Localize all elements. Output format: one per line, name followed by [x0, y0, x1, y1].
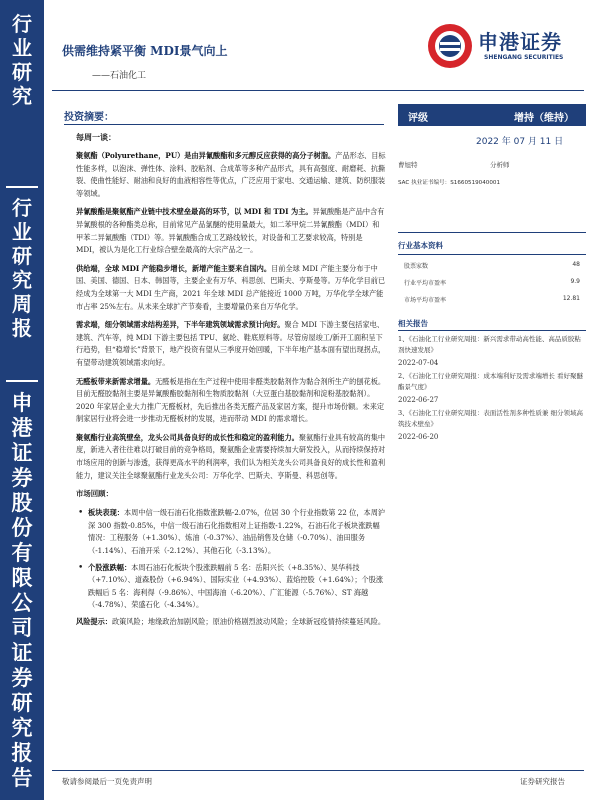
band-char: 业 — [12, 220, 32, 244]
band-industry-research — [0, 14, 44, 110]
table-row — [398, 292, 586, 309]
band-divider — [6, 380, 38, 382]
row-value: 9.9 — [570, 278, 580, 285]
related-report-text: 3、《石油化工行业研究周报：表面活性剂多种性质兼 细分领域高筑技术壁垒》 — [398, 409, 583, 429]
summary-paragraph — [76, 319, 386, 369]
row-key: 股票家数 — [404, 263, 429, 270]
disclaimer-note: 敬请参阅最后一页免责声明 — [62, 777, 152, 786]
band-char: 业 — [12, 36, 32, 60]
bullet-lead: 板块表现： — [88, 508, 124, 518]
risk-body: 政策风险；地缘政治加剧风险；原油价格剧烈波动风险；全球新冠疫情持续蔓延风险。 — [111, 616, 386, 626]
footer-divider — [52, 770, 584, 771]
rating-bar — [398, 104, 586, 126]
paragraph-body: 产品形态、目标性能多样，以泡沫、弹性体、涂料、胶粘剂、合成革等多种产品形式，具有高强度、耐磨耗、抗撕裂、使曲性能好、耐油和良好的血液相容性等优点，广泛应用于家电、交通运输、建筑、防织服装等领域。 — [76, 151, 386, 198]
band-char: 研 — [12, 244, 32, 268]
bullet-body: 本周中信一级石油石化指数涨跌幅-2.07%，位居 30 个行业指数第 22 位，本周沪深 300 指数-0.85%，中信一级石油石化指数相对上证指数-1.22%，石油石化子板块涨跌幅情况：工程服务（+1.30%）、炼油（-0.37%）、油品销售及仓储（-0.70%）、油田服务（-1.14%）、石油开采（-2.12%）、其他石化（-3.13%）。 — [88, 508, 386, 555]
paragraph-body: 聚氨酯行业具有较高的集中度，新进入者往往难以打破目前的竞争格局，聚氨酯企业需要持续加大研发投入，从而持续保持对市场应用的创新与渗透，获得更高水平的利润率，我们认为相关龙头公司具备良好的成长性和盈利能力，建议关注全球聚氨酯行业龙头公司：万华化学、巴斯夫、亨斯曼、科思创等。 — [76, 432, 386, 480]
related-report-link[interactable] — [398, 334, 586, 369]
analyst-role: 分析师 — [490, 161, 510, 169]
row-value: 48 — [572, 261, 580, 268]
related-reports-title: 相关报告 — [398, 319, 428, 328]
paragraph-lead: 异氰酸酯是聚氨酯产业链中技术壁垒最高的环节，以 MDI 和 TDI 为主。 — [76, 207, 313, 217]
related-report-text: 1、《石油化工行业研究周报：新兴需求带动高性能、高品质胶粘剂快速发展》 — [398, 335, 581, 355]
paragraph-body: 目前全球 MDI 产能主要分布于中国、美国、德国、日本、韩国等，主要企业有万华、科思创、巴斯夫、亨斯曼等。万华化学目前已经成为全球第一大 MDI 生产商，2021 年全球 MDI 总产能接近 1000 万吨，万华化学全球产能市占率 25%左右。从未来全球扩产节奏看，主要增量仍来自万华化学。 — [76, 263, 386, 311]
band-company-name — [0, 392, 44, 792]
sac-certificate: SAC 执业证书编号：S1660519040001 — [398, 180, 501, 186]
related-report-date: 2022-07-04 — [398, 358, 439, 367]
band-char: 申 — [11, 390, 33, 415]
summary-heading: 投资摘要： — [64, 112, 114, 123]
paragraph-lead: 聚氨酯（Polyurethane，PU）是由异氰酸酯和多元醇反应获得的高分子树脂。 — [76, 151, 336, 160]
report-date: 2022 年 07 月 11 日 — [476, 137, 564, 147]
band-char: 限 — [11, 565, 33, 590]
band-char: 究 — [11, 715, 33, 740]
summary-paragraph — [76, 206, 386, 256]
market-review-title: 市场回顾： — [76, 489, 113, 499]
band-char: 报 — [11, 740, 33, 765]
related-report-text: 2、《石油化工行业研究周报：成本端利好及需求端增长 看好聚醚酯景气度》 — [398, 372, 583, 392]
row-value: 12.81 — [562, 295, 580, 302]
bullet-body: 本周石油石化板块个股涨跌幅前 5 名：岳阳兴长（+8.35%）、昊华科技（+7.10%）、道森股份（+6.94%）、国际实业（+4.93%）、蓝焰控股（+1.64%）；个股涨跌幅后 5 名：海利得（-9.86%）、中国海油（-6.20%）、广汇能源（-5.76%）、ST 海越（-4.78%）、荣盛石化（-4.34%）。 — [88, 562, 384, 610]
band-char: 研 — [11, 690, 33, 715]
band-char: 股 — [11, 490, 33, 515]
related-divider — [398, 330, 586, 331]
band-weekly-report — [0, 198, 44, 342]
header-divider — [52, 90, 584, 91]
risk-lead: 风险提示： — [76, 616, 112, 626]
band-char: 行 — [12, 196, 32, 220]
risk-warning — [76, 616, 386, 629]
market-bullet — [76, 562, 386, 612]
bullet-lead: 个股涨跌幅： — [88, 562, 132, 572]
paragraph-lead: 供给端，全球 MDI 产能稳步增长，新增产能主要来自国内。 — [76, 263, 272, 273]
related-report-link[interactable] — [398, 371, 586, 406]
summary-divider — [64, 124, 384, 125]
analyst-name: 曹旭特 — [398, 161, 418, 169]
table-row — [398, 258, 586, 275]
related-report-link[interactable] — [398, 408, 586, 443]
summary-paragraph — [76, 432, 386, 482]
band-char: 究 — [12, 268, 32, 292]
report-title: 供需维持紧平衡 MDI景气向上 — [62, 44, 228, 58]
band-char: 证 — [11, 640, 33, 665]
summary-paragraph — [76, 376, 386, 426]
basic-info-top-rule — [398, 232, 586, 233]
basic-info-divider — [398, 254, 586, 255]
band-char: 证 — [11, 440, 33, 465]
band-char: 公 — [11, 590, 33, 615]
band-char: 港 — [11, 415, 33, 440]
paragraph-lead: 需求端，细分领域需求结构差异，下半年建筑领域需求预计向好。 — [76, 320, 285, 330]
band-char: 司 — [11, 615, 33, 640]
band-char: 研 — [12, 60, 32, 84]
band-char: 告 — [11, 765, 33, 790]
basic-info-title: 行业基本资料 — [398, 241, 443, 250]
related-report-date: 2022-06-27 — [398, 395, 439, 404]
rating-value: 增持（维持） — [514, 113, 574, 124]
band-char: 行 — [12, 12, 32, 36]
company-name-cn: 申港证券 — [478, 30, 562, 54]
band-char: 报 — [12, 316, 32, 340]
band-char: 有 — [11, 540, 33, 565]
market-bullet — [76, 507, 386, 557]
summary-paragraph — [76, 263, 386, 313]
paragraph-lead: 无醛板带来新需求增量。 — [76, 376, 156, 386]
summary-paragraph — [76, 150, 386, 200]
related-report-date: 2022-06-20 — [398, 432, 439, 441]
paragraph-lead: 聚氨酯行业高筑壁垒，龙头公司具备良好的成长性和稳定的盈利能力。 — [76, 432, 299, 442]
band-divider — [6, 186, 38, 188]
rating-label: 评级 — [408, 113, 428, 124]
table-row — [398, 275, 586, 292]
basic-info-table — [398, 258, 586, 309]
week-title: 每周一谈： — [76, 132, 116, 142]
company-logo-icon — [426, 22, 474, 70]
band-char: 周 — [12, 292, 32, 316]
paragraph-body: 异氰酸酯是产品中含有异氰酸根的各种酯类总称，目前常见产品氯醚的使用量最大，如二苯甲烷二异氰酸酯（MDI）和甲苯二异氰酸酯（TDI）等。异氰酸酯合成工艺路线较长，对设备和工艺要求较高，特别是 MDI，被认为是化工行业综合壁垒最高的大宗产品之一。 — [76, 207, 385, 255]
band-char: 券 — [11, 465, 33, 490]
row-key: 市场平均市盈率 — [404, 297, 447, 304]
band-char: 券 — [11, 665, 33, 690]
company-name-en: SHENGANG SECURITIES — [484, 54, 564, 61]
summary-body — [76, 130, 386, 635]
related-reports-list — [398, 334, 586, 445]
row-key: 行业平均市盈率 — [404, 280, 447, 287]
paragraph-body: 聚合 MDI 下游主要包括家电、建筑、汽车等，纯 MDI 下游主要包括 TPU、氨纶、鞋底原料等。尽管房屋竣工/新开工面积呈下行趋势，但“稳增长”背景下，地产投资有望从三季度开始回暖，下半年地产基本面有望出现拐点，有望带动建筑领域需求向好。 — [76, 320, 386, 367]
footer-report-type: 证券研究报告 — [520, 777, 565, 786]
band-char: 份 — [11, 515, 33, 540]
band-char: 究 — [12, 84, 32, 108]
paragraph-body: 无醛板是指在生产过程中使用非醛类胶黏剂作为黏合剂所生产的刨花板。目前无醛胶黏剂主要是异氰酸酯胶黏剂和生物质胶黏剂（大豆蛋白基胶黏剂和淀粉基胶黏剂）。2020 年家居企业大力推广无醛板材，先后推出各类无醛产品及家居方案，提升市场份额。未来定制家居行业将会进一步推动无醛板材的发展，进而带动 MDI 的需求增长。 — [76, 376, 386, 424]
report-subtitle: ——石油化工 — [92, 71, 147, 81]
